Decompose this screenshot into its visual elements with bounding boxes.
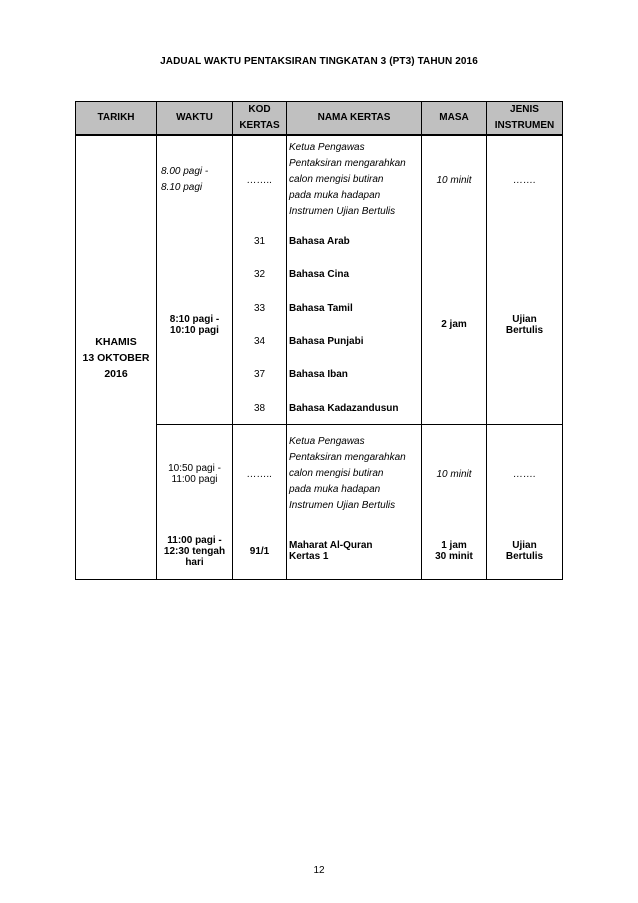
kod-cell: 31: [233, 225, 287, 258]
kod-cell: ……..: [233, 425, 287, 523]
waktu-cell: 8.00 pagi - 8.10 pagi: [157, 135, 233, 225]
kod-cell: 38: [233, 392, 287, 425]
kod-cell: 34: [233, 325, 287, 358]
tarikh-year: 2016: [104, 367, 128, 380]
nama-cell: Maharat Al-Quran Kertas 1: [287, 523, 422, 579]
kod-cell: ……..: [233, 135, 287, 225]
nama-cell: Bahasa Arab: [287, 225, 422, 258]
nama-cell: Bahasa Iban: [287, 358, 422, 391]
nama-cell: Ketua Pengawas Pentaksiran mengarahkan calon mengisi butiran pada muka hadapan Instrumen Ujian Bertulis: [287, 135, 422, 225]
nama-cell: Ketua Pengawas Pentaksiran mengarahkan calon mengisi butiran pada muka hadapan Instrumen Ujian Bertulis: [287, 425, 422, 523]
kod-cell: 33: [233, 291, 287, 324]
page-number: 12: [313, 865, 325, 876]
nama-cell: Bahasa Kadazandusun: [287, 392, 422, 425]
waktu-cell: 10:50 pagi - 11:00 pagi: [157, 425, 233, 523]
kod-cell: 91/1: [233, 523, 287, 579]
masa-cell: 2 jam: [422, 225, 487, 425]
header-jenis-instrumen: JENIS INSTRUMEN: [487, 102, 563, 136]
kod-cell: 37: [233, 358, 287, 391]
tarikh-day: KHAMIS: [95, 335, 137, 348]
masa-cell: 10 minit: [422, 135, 487, 225]
session-row-briefing-1: [76, 135, 563, 225]
jenis-cell: …….: [487, 135, 563, 225]
jenis-cell: …….: [487, 425, 563, 523]
tarikh-cell: [76, 135, 157, 580]
masa-cell: 10 minit: [422, 425, 487, 523]
nama-cell: Bahasa Punjabi: [287, 325, 422, 358]
jenis-cell: Ujian Bertulis: [487, 523, 563, 579]
tarikh-date: 13 OKTOBER: [82, 351, 150, 364]
header-waktu: WAKTU: [157, 102, 233, 136]
header-nama-kertas: NAMA KERTAS: [287, 102, 422, 136]
nama-cell: Bahasa Tamil: [287, 291, 422, 324]
waktu-cell: 11:00 pagi - 12:30 tengah hari: [157, 523, 233, 579]
header-kod-kertas: KOD KERTAS: [233, 102, 287, 136]
waktu-cell: 8:10 pagi - 10:10 pagi: [157, 225, 233, 425]
page-title: JADUAL WAKTU PENTAKSIRAN TINGKATAN 3 (PT3) TAHUN 2016: [160, 56, 478, 67]
kod-cell: 32: [233, 258, 287, 291]
exam-schedule-table: [75, 101, 563, 580]
jenis-cell: Ujian Bertulis: [487, 225, 563, 425]
header-row: [76, 102, 563, 136]
masa-cell: 1 jam 30 minit: [422, 523, 487, 579]
header-masa: MASA: [422, 102, 487, 136]
header-tarikh: TARIKH: [76, 102, 157, 136]
nama-cell: Bahasa Cina: [287, 258, 422, 291]
